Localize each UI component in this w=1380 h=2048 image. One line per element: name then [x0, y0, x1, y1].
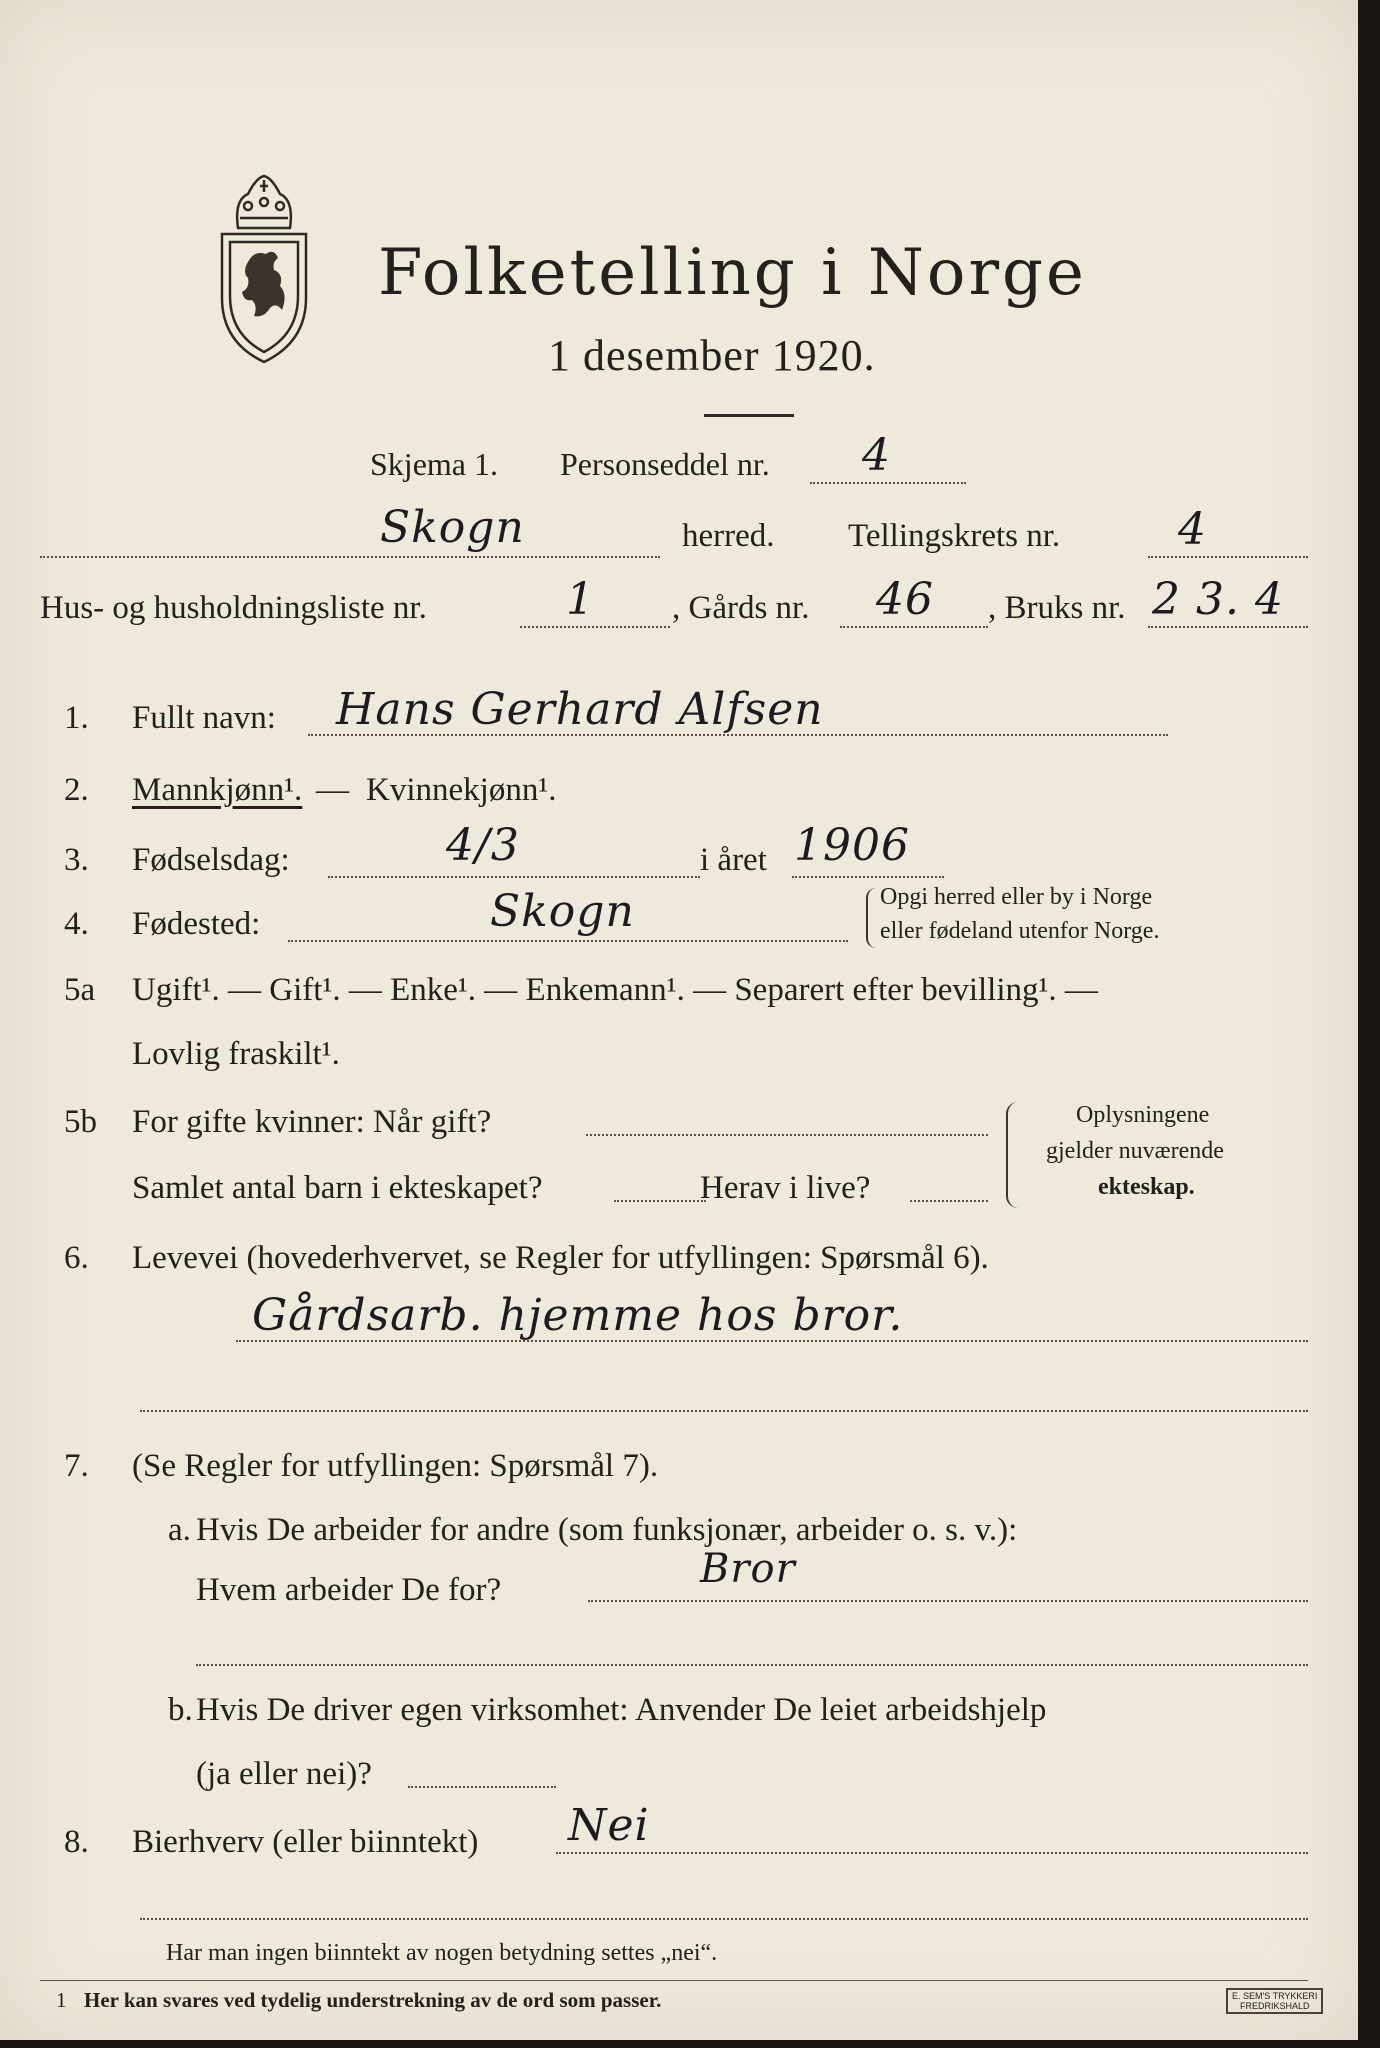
gards-label: , Gårds nr.: [672, 590, 810, 626]
gender-male-option: Mannkjønn¹.: [132, 772, 303, 808]
personseddel-label: Personseddel nr.: [560, 446, 770, 482]
q3-label: Fødselsdag:: [132, 842, 290, 878]
q5b-number: 5b: [64, 1104, 97, 1140]
q2-number: 2.: [64, 772, 89, 808]
side-income-value: Nei: [568, 1800, 650, 1851]
gender-female-option: Kvinnekjønn¹.: [366, 772, 557, 808]
q1-label: Fullt navn:: [132, 700, 276, 736]
herred-value: Skogn: [380, 502, 525, 553]
q7-number: 7.: [64, 1448, 89, 1484]
footnote-text: Her kan svares ved tydelig understrekning av de ord som passer.: [84, 1988, 662, 2012]
husliste-value: 1: [566, 574, 595, 625]
q4-number: 4.: [64, 906, 89, 942]
birth-year-value: 1906: [794, 820, 910, 871]
birthplace-note-brace: [866, 888, 876, 948]
employer-value: Bror: [700, 1546, 796, 1592]
marital-status-divorced: Lovlig fraskilt¹.: [132, 1036, 340, 1072]
birthday-value: 4/3: [446, 820, 520, 871]
printer-stamp-line-2: FREDRIKSHALD: [1239, 2001, 1310, 2011]
children-total-label: Samlet antal barn i ekteskapet?: [132, 1170, 543, 1206]
marriage-note-2: gjelder nuværende: [1046, 1138, 1224, 1164]
employer-label: Hvem arbeider De for?: [196, 1572, 502, 1608]
occupation-label: Levevei (hovederhvervet, se Regler for utfyllingen: Spørsmål 6).: [132, 1240, 989, 1276]
form-date: 1 desember 1920.: [548, 331, 876, 380]
form-title: Folketelling i Norge: [378, 236, 1087, 310]
q6-number: 6.: [64, 1240, 89, 1276]
tellingskrets-value: 4: [1178, 504, 1207, 555]
footer-note: Har man ingen biinntekt av nogen betydning settes „nei“.: [166, 1940, 718, 1966]
q7b-number: b.: [168, 1692, 193, 1728]
full-name-value: Hans Gerhard Alfsen: [336, 684, 824, 735]
marriage-note-1: Oplysningene: [1076, 1102, 1210, 1128]
q8-number: 8.: [64, 1824, 89, 1860]
marital-status-options: Ugift¹. — Gift¹. — Enke¹. — Enkemann¹. — Separert efter bevilling¹. —: [132, 972, 1098, 1008]
husliste-label: Hus- og husholdningsliste nr.: [40, 590, 427, 626]
q7b-question: Hvis De driver egen virksomhet: Anvender De leiet arbeidshjelp: [196, 1692, 1047, 1728]
tellingskrets-label: Tellingskrets nr.: [848, 518, 1061, 554]
occupation-value: Gårdsarb. hjemme hos bror.: [252, 1290, 904, 1341]
birthplace-note-2: eller fødeland utenfor Norge.: [880, 918, 1160, 944]
q5a-number: 5a: [64, 972, 96, 1008]
hired-help-label: (ja eller nei)?: [196, 1756, 372, 1792]
q1-number: 1.: [64, 700, 89, 736]
q7a-number: a.: [168, 1512, 191, 1548]
q3-number: 3.: [64, 842, 89, 878]
marriage-note-brace: [1006, 1102, 1018, 1208]
printer-stamp: [1226, 1988, 1323, 2014]
norway-coat-of-arms-icon: [208, 170, 320, 366]
bruks-label: , Bruks nr.: [988, 590, 1126, 626]
birthplace-value: Skogn: [490, 886, 635, 937]
gender-separator: —: [316, 772, 349, 808]
birthplace-note-1: Opgi herred eller by i Norge: [880, 884, 1153, 910]
skjema-label: Skjema 1.: [370, 446, 498, 482]
gards-value: 46: [876, 574, 934, 625]
children-alive-label: Herav i live?: [700, 1170, 871, 1206]
side-income-label: Bierhverv (eller biinntekt): [132, 1824, 479, 1860]
q4-label: Fødested:: [132, 906, 261, 942]
q7-label: (Se Regler for utfyllingen: Spørsmål 7).: [132, 1448, 659, 1484]
footnote-number: 1: [56, 1988, 67, 2012]
marriage-note-3: ekteskap.: [1098, 1174, 1195, 1200]
printer-stamp-line-1: E. SEM'S TRYKKERI: [1232, 1991, 1318, 2001]
married-when-label: For gifte kvinner: Når gift?: [132, 1104, 492, 1140]
bruks-value: 2 3. 4: [1152, 574, 1284, 625]
q7a-question: Hvis De arbeider for andre (som funksjonær, arbeider o. s. v.):: [196, 1512, 1018, 1548]
herred-label: herred.: [682, 518, 775, 554]
year-label: i året: [700, 842, 767, 878]
title-divider: [704, 414, 794, 417]
personseddel-value: 4: [862, 430, 891, 481]
